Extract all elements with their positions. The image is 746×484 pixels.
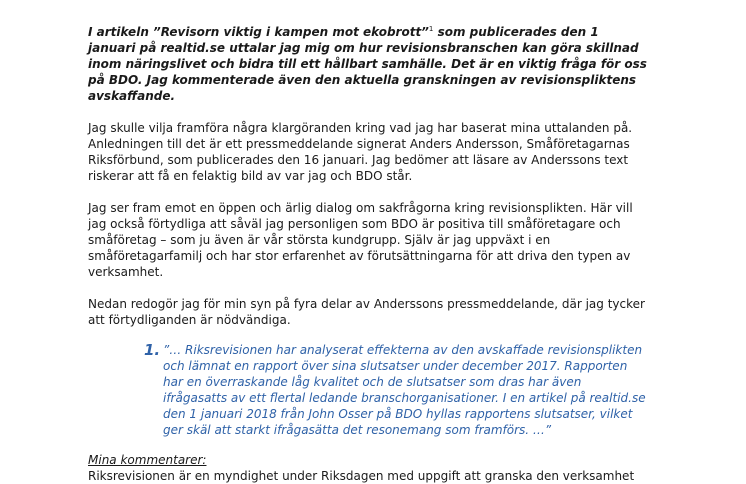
intro-text-rest: som publicerades den 1 januari på realtid.se uttalar jag mig om hur revisionsbranschen kan göra skillnad inom näringslivet och bidra till ett hållbart samhälle. Det är en viktig fråga för oss på BDO. Jag kommenterade även den aktuella granskningen av revisionspliktens avskaffande. <box>88 25 647 103</box>
quote-block <box>88 342 648 438</box>
quote-text: ”… Riksrevisionen har analyserat effekterna av den avskaffade revisionsplikten och lämnat en rapport över sina slutsatser under december 2017. Rapporten har en överraskande låg kvalitet och de slutsatser som dras har även ifrågasatts av ett flertal ledande branschorganisationer. I en artikel på realtid.se den 1 januari 2018 från John Osser på BDO hyllas rapportens slutsatser, vilket ger skäl att starkt ifrågasätta det resonemang som framförs. …” <box>163 343 646 437</box>
intro-paragraph <box>88 21 648 104</box>
comments-heading: Mina kommentarer: <box>88 453 207 467</box>
comments-first-line: Riksrevisionen är en myndighet under Riksdagen med uppgift att granska den verksamhet <box>88 469 635 483</box>
intro-text-start: I artikeln ”Revisorn viktig i kampen mot ekobrott” <box>88 25 429 39</box>
footnote-marker[interactable]: 1 <box>428 25 434 33</box>
paragraph-clarifications: Jag skulle vilja framföra några klargöranden kring vad jag har baserat mina uttalanden på. Anledningen till det är ett pressmeddelande signerat Anders Andersson, Småföretagarnas Riksförbund, som publicerades den 16 januari. Jag bedömer att läsare av Anderssons text riskerar att få en felaktig bild av var jag och BDO står. <box>88 121 633 183</box>
paragraph-overview: Nedan redogör jag för min syn på fyra delar av Anderssons pressmeddelande, där jag tycker att förtydliganden är nödvändiga. <box>88 297 645 327</box>
document-page <box>88 21 648 484</box>
quote-number: 1. <box>144 341 161 359</box>
paragraph-dialog: Jag ser fram emot en öppen och ärlig dialog om sakfrågorna kring revisionsplikten. Här vill jag också förtydliga att såväl jag personligen som BDO är positiva till småföretagare och småföretag – som ju även är vår största kundgrupp. Själv är jag uppväxt i en småföretagarfamilj och har stor erfarenhet av förutsättningarna för att driva den typen av verksamhet. <box>88 201 633 279</box>
